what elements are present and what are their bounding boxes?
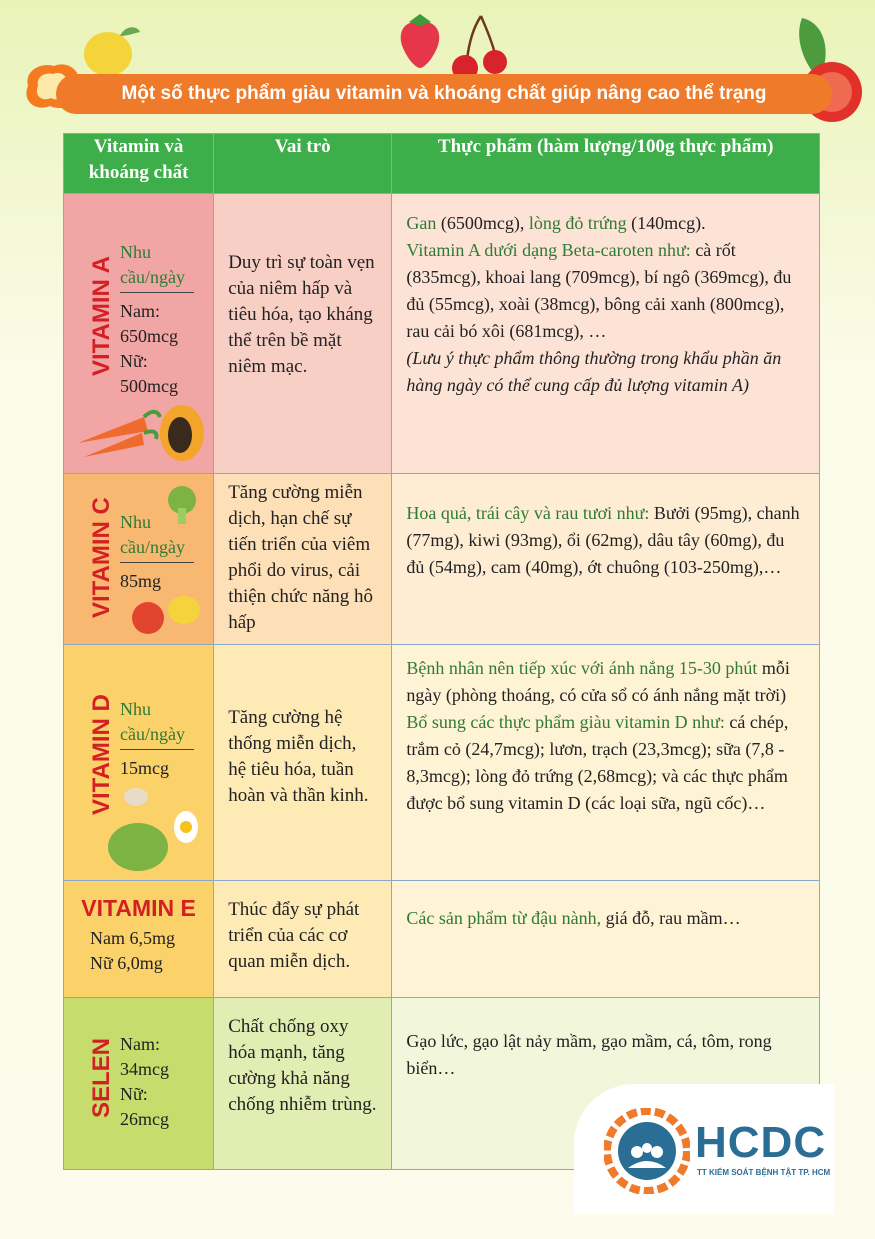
vitamin-e-need: Nam 6,5mg Nữ 6,0mg: [90, 928, 175, 973]
food-line: Các sản phẩm từ đậu nành, giá đỗ, rau mầm…: [406, 908, 741, 928]
food-cell: [392, 194, 820, 474]
vitamin-c-need: Nhu cầu/ngày 85mg: [120, 510, 200, 594]
header-vitamin: Vitamin và khoáng chất: [64, 134, 214, 194]
food-line: Gạo lức, gạo lật nảy mầm, gạo mầm, cá, tôm, rong biển…: [406, 1031, 772, 1078]
vitamin-cell: [64, 998, 214, 1170]
table-row: [64, 474, 820, 645]
role-cell: [214, 881, 392, 998]
broccoli-apple-lemon-icon: [126, 480, 206, 640]
role-text: Thúc đẩy sự phát triển của các cơ quan miễn dịch.: [228, 899, 360, 972]
logo-subtitle: TT KIỂM SOÁT BỆNH TẬT TP. HCM: [697, 1168, 831, 1177]
table-row: [64, 645, 820, 881]
vitamin-table: [63, 133, 820, 1170]
vitamin-d-label: VITAMIN D: [88, 694, 115, 815]
vitamin-cell: [64, 881, 214, 998]
food-line: Hoa quả, trái cây và rau tươi như: Bưởi (95mg), chanh (77mg), kiwi (93mg), ổi (62mg), dâu tây (60mg), đu đủ (54mg), cam (40mg), ớt chuông (103-250mg),…: [406, 503, 800, 577]
mushroom-egg-cabbage-icon: [104, 783, 204, 875]
header-food: Thực phẩm (hàm lượng/100g thực phẩm): [392, 134, 820, 194]
food-line: Bổ sung các thực phẩm giàu vitamin D như: cá chép, trắm cỏ (24,7mcg); lươn, trạch (23,3mcg); sữa (7,8 - 8,3mcg); lòng đỏ trứng (2,68mcg); và các thực phẩm được bổ sung vitamin D (các loại sữa, ngũ cốc)…: [406, 712, 789, 813]
vitamin-c-label: VITAMIN C: [88, 497, 115, 618]
food-note: (Lưu ý thực phẩm thông thường trong khẩu phần ăn hàng ngày có thể cung cấp đủ lượng vitamin A): [406, 348, 782, 395]
vitamin-a-need: Nhu cầu/ngày Nam: 650mcg Nữ: 500mcg: [120, 240, 200, 399]
table-header-row: [64, 134, 820, 194]
food-cell: [392, 474, 820, 645]
logo-name: HCDC: [695, 1118, 827, 1167]
food-line: Gan (6500mcg), lòng đỏ trứng (140mcg).: [406, 213, 706, 233]
role-text: Tăng cường hệ thống miễn dịch, hệ tiêu hóa, tuần hoàn và thần kinh.: [228, 707, 369, 806]
role-cell: [214, 998, 392, 1170]
vitamin-d-need: Nhu cầu/ngày 15mcg: [120, 697, 200, 781]
role-cell: [214, 474, 392, 645]
role-text: Chất chống oxy hóa mạnh, tăng cường khả năng chống nhiễm trùng.: [228, 1016, 377, 1115]
food-cell: [392, 881, 820, 998]
page-title: Một số thực phẩm giàu vitamin và khoáng chất giúp nâng cao thể trạng: [56, 74, 832, 114]
vitamin-cell: [64, 474, 214, 645]
vitamin-e-label: VITAMIN E: [81, 895, 196, 921]
vitamin-a-label: VITAMIN A: [88, 256, 115, 376]
lemon-icon: [80, 22, 142, 78]
table-row: [64, 194, 820, 474]
food-line: Vitamin A dưới dạng Beta-caroten như: cà rốt (835mcg), khoai lang (709mcg), bí ngô (369mcg), đu đủ (55mcg), xoài (38mcg), bông cải xanh (800mcg), rau cải bó xôi (681mcg), …: [406, 240, 792, 341]
role-text: Duy trì sự toàn vẹn của niêm hấp và tiêu hóa, tạo kháng thể trên bề mặt niêm mạc.: [228, 252, 375, 377]
role-cell: [214, 194, 392, 474]
role-text: Tăng cường miễn dịch, hạn chế sự tiến triển của viêm phổi do virus, cải thiện chức năng hô hấp: [228, 482, 374, 633]
strawberry-icon: [395, 10, 445, 70]
food-line: Bệnh nhân nên tiếp xúc với ánh nắng 15-30 phút mỗi ngày (phòng thoáng, có cửa sổ có ánh nắng mặt trời): [406, 658, 790, 705]
role-cell: [214, 645, 392, 881]
food-cell: [392, 645, 820, 881]
vitamin-cell: [64, 645, 214, 881]
hcdc-logo-icon: [604, 1108, 690, 1194]
header-role: Vai trò: [214, 134, 392, 194]
vitamin-cell: [64, 194, 214, 474]
selen-label: SELEN: [88, 1038, 115, 1119]
carrot-papaya-icon: [74, 399, 204, 465]
selen-need: Nam: 34mcg Nữ: 26mcg: [120, 1034, 169, 1129]
table-row: [64, 881, 820, 998]
